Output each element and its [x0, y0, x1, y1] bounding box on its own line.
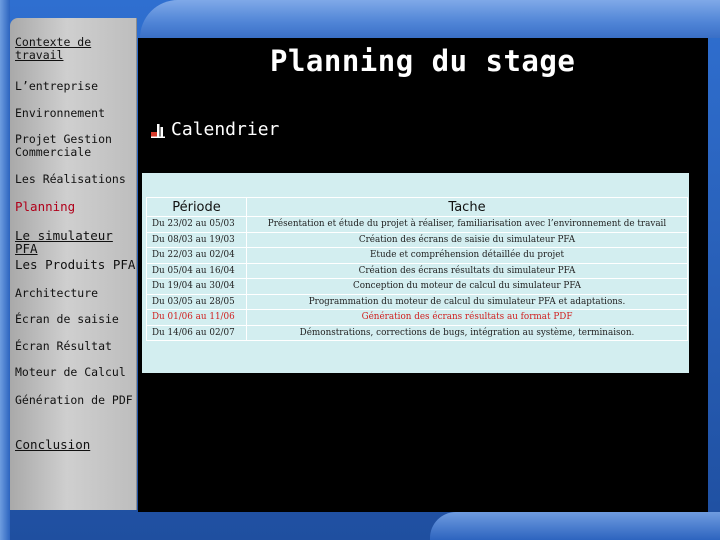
period-cell: Du 03/05 au 28/05 — [147, 294, 247, 310]
period-cell: Du 22/03 au 02/04 — [147, 248, 247, 264]
period-cell: Du 05/04 au 16/04 — [147, 263, 247, 279]
sidebar-item-conclusion[interactable]: Conclusion — [15, 437, 91, 452]
table-header-row — [147, 198, 688, 217]
sidebar-item-simulateur[interactable]: Le simulateur PFA — [15, 228, 113, 256]
period-cell: Du 08/03 au 19/03 — [147, 232, 247, 248]
task-cell: Conception du moteur de calcul du simulateur PFA — [247, 279, 688, 295]
task-cell: Création des écrans de saisie du simulateur PFA — [247, 232, 688, 248]
sidebar — [10, 18, 137, 510]
task-cell: Présentation et étude du projet à réaliser, familiarisation avec l’environnement de travail — [247, 217, 688, 233]
table-row — [147, 217, 688, 233]
task-cell: Etude et compréhension détaillée du projet — [247, 248, 688, 264]
task-cell: Création des écrans résultats du simulateur PFA — [247, 263, 688, 279]
table-row-highlighted — [147, 310, 688, 326]
table-row — [147, 232, 688, 248]
period-cell: Du 23/02 au 05/03 — [147, 217, 247, 233]
frame-bottom-bar — [430, 512, 720, 540]
sidebar-item-realisations[interactable]: Les Réalisations — [15, 172, 126, 186]
table-row — [147, 248, 688, 264]
sidebar-item-environnement[interactable]: Environnement — [15, 106, 106, 120]
sidebar-item-contexte[interactable]: Contexte de travail — [15, 35, 92, 62]
bullet-icon — [151, 124, 165, 138]
period-cell: Du 19/04 au 30/04 — [147, 279, 247, 295]
period-cell: Du 14/06 au 02/07 — [147, 325, 247, 341]
period-cell: Du 01/06 au 11/06 — [147, 310, 247, 326]
table-row — [147, 279, 688, 295]
column-header-tache: Tache — [247, 198, 688, 217]
sidebar-item-ecran-saisie[interactable]: Écran de saisie — [15, 312, 119, 326]
frame-top-bar — [140, 0, 720, 38]
table-row — [147, 263, 688, 279]
table-row — [147, 294, 688, 310]
column-header-periode: Période — [147, 198, 247, 217]
planning-table — [146, 197, 688, 341]
task-cell: Démonstrations, corrections de bugs, intégration au système, terminaison. — [247, 325, 688, 341]
table-row — [147, 325, 688, 341]
sidebar-item-projet-gestion[interactable]: Projet Gestion Commerciale — [15, 132, 112, 159]
sidebar-item-generation-pdf[interactable]: Génération de PDF — [15, 393, 133, 407]
sidebar-item-ecran-resultat[interactable]: Écran Résultat — [15, 339, 112, 353]
sidebar-item-moteur-calcul[interactable]: Moteur de Calcul — [15, 365, 126, 379]
sidebar-item-architecture[interactable]: Architecture — [15, 286, 99, 300]
page-title: Planning du stage — [270, 44, 576, 78]
section-subtitle: Calendrier — [171, 119, 280, 140]
sidebar-item-produits[interactable]: Les Produits PFA — [15, 257, 136, 272]
planning-table-container — [142, 173, 689, 373]
task-cell: Génération des écrans résultats au format PDF — [247, 310, 688, 326]
task-cell: Programmation du moteur de calcul du simulateur PFA et adaptations. — [247, 294, 688, 310]
frame-left-edge — [0, 0, 10, 540]
sidebar-item-planning[interactable]: Planning — [15, 199, 76, 214]
sidebar-item-entreprise[interactable]: L’entreprise — [15, 79, 99, 93]
